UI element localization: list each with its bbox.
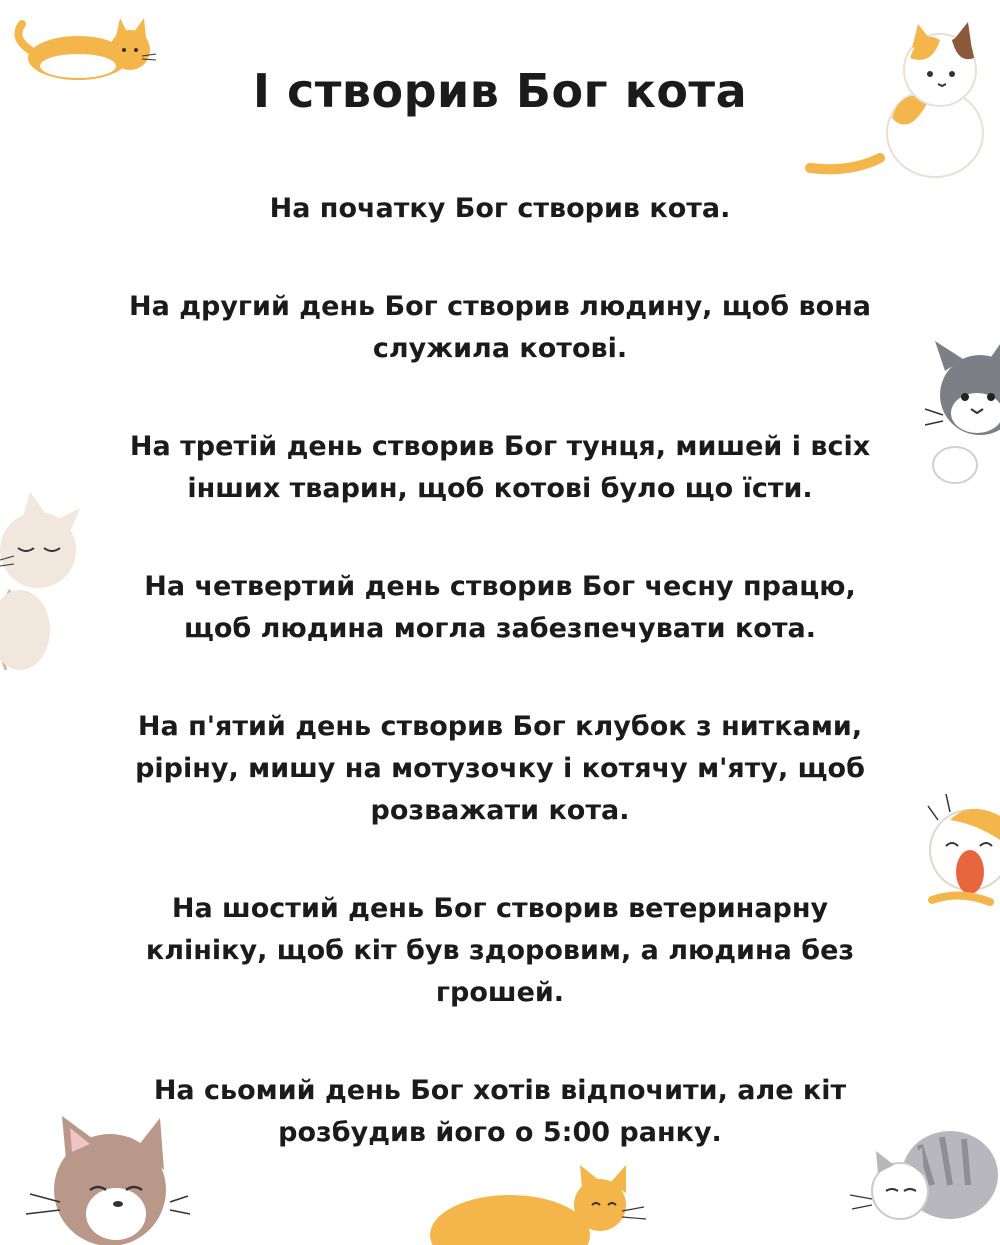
paragraph-day-6: На шостий день Бог створив ветеринарну клініку, щоб кіт був здоровим, а людина без грошей. xyxy=(145,893,855,1008)
page-title: І створив Бог кота xyxy=(252,64,748,118)
orange-cat-lying-icon xyxy=(8,10,158,90)
calico-cat-sitting-icon xyxy=(840,18,990,178)
paragraph-day-5: На п'ятий день створив Бог клубок з нитками, pіріну, мишу на мотузочку і котячу м'яту, щоб розважати кота. xyxy=(135,711,865,826)
orange-cat-stretching-icon xyxy=(420,1165,650,1245)
white-cat-sleeping-icon xyxy=(0,490,90,690)
brown-cat-bottom-left-icon xyxy=(20,1110,190,1244)
orange-cat-yawning-icon xyxy=(920,790,1000,920)
poem-body xyxy=(80,186,920,1208)
paragraph-day-7: На сьомий день Бог хотів відпочити, але кіт розбудив його о 5:00 ранку. xyxy=(153,1075,847,1148)
paragraph-day-1: На початку Бог створив кота. xyxy=(269,193,731,224)
gray-tabby-cat-icon xyxy=(850,1115,1000,1225)
gray-cat-peeking-icon xyxy=(925,335,1000,495)
paragraph-day-3: На третій день створив Бог тунця, мишей і всіх інших тварин, щоб котові було що їсти. xyxy=(129,431,871,504)
paragraph-day-4: На четвертий день створив Бог чесну працю, щоб людина могла забезпечувати кота. xyxy=(144,571,856,644)
paragraph-day-2: На другий день Бог створив людину, щоб вона служила котові. xyxy=(128,291,871,364)
